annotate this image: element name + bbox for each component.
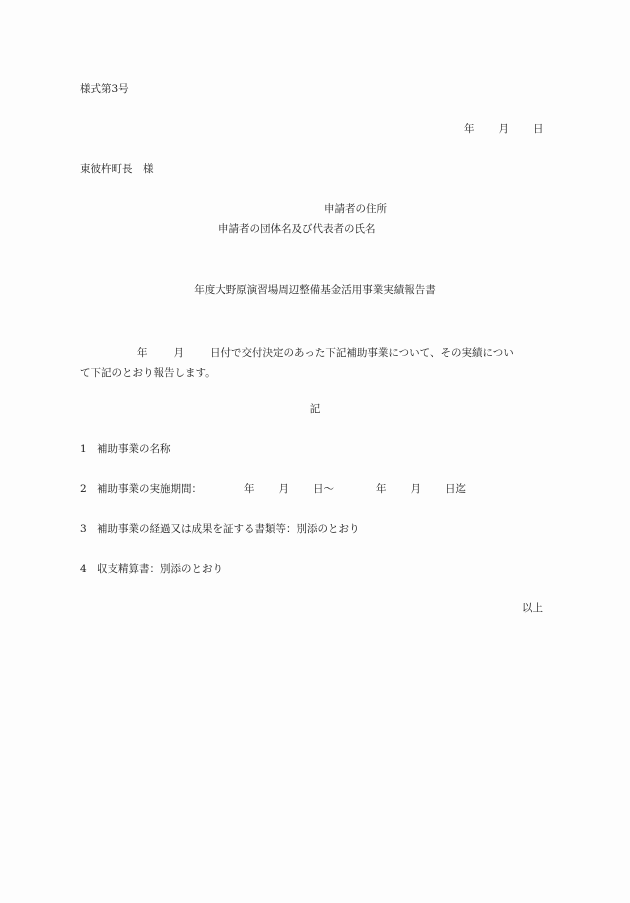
- addressee: 東彼杵町長 様: [80, 163, 154, 175]
- body-line-1-text: 日付で交付決定のあった下記補助事業について、その実績につい: [210, 347, 514, 359]
- document-title: 年度大野原演習場周辺整備基金活用事業実績報告書: [194, 284, 436, 296]
- body-month: 月: [173, 347, 184, 359]
- item-number: 3: [80, 523, 87, 535]
- body-paragraph: [80, 343, 550, 383]
- start-month: 月: [278, 483, 289, 495]
- start-day: 日～: [313, 483, 334, 495]
- item-number: 2: [80, 483, 87, 495]
- ki-heading: 記: [309, 403, 321, 415]
- item-number: 4: [80, 563, 87, 575]
- body-year: 年: [137, 347, 148, 359]
- item-number: 1: [80, 443, 87, 455]
- item-text: 補助事業の名称: [97, 443, 171, 455]
- body-line-1: [80, 343, 550, 363]
- list-item: [80, 564, 223, 575]
- closing-text: 以上: [522, 602, 543, 614]
- date-day: 日: [533, 123, 544, 135]
- date-line: [464, 124, 544, 135]
- applicant-address-label: 申請者の住所: [324, 203, 387, 215]
- form-number: 様式第3号: [80, 83, 129, 95]
- end-day: 日迄: [445, 483, 466, 495]
- list-item: [80, 484, 466, 495]
- start-year: 年: [244, 483, 255, 495]
- item-text: 補助事業の経過又は成果を証する書類等：別添のとおり: [97, 523, 360, 535]
- date-year: 年: [464, 123, 475, 135]
- date-month: 月: [498, 123, 509, 135]
- end-month: 月: [410, 483, 421, 495]
- item-text: 収支精算書：別添のとおり: [97, 563, 223, 575]
- applicant-name-label: 申請者の団体名及び代表者の氏名: [218, 223, 376, 235]
- end-year: 年: [376, 483, 387, 495]
- item-label: 補助事業の実施期間：: [97, 483, 202, 495]
- list-item: [80, 444, 171, 455]
- list-item: [80, 524, 360, 535]
- body-line-2: て下記のとおり報告します。: [80, 367, 216, 379]
